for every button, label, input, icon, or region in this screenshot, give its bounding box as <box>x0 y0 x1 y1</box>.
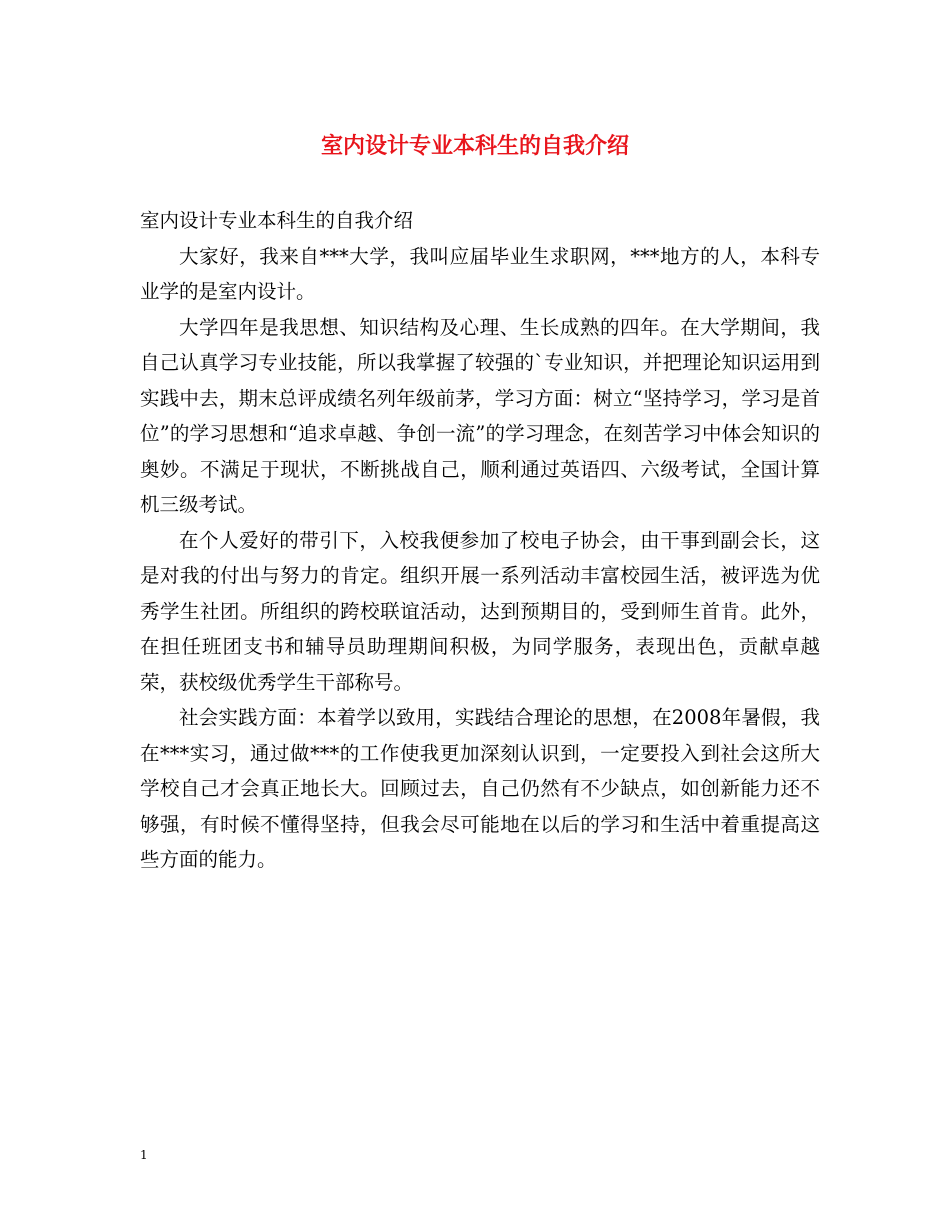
body-heading: 室内设计专业本科生的自我介绍 <box>140 209 414 232</box>
paragraph-greeting: 大家好，我来自***大学，我叫应届毕业生求职网，***地方的人，本科专业学的是室内设计。 <box>140 244 820 303</box>
paragraph-university-study: 大学四年是我思想、知识结构及心理、生长成熟的四年。在大学期间，我自己认真学习专业技能，所以我掌握了较强的`专业知识，并把理论知识运用到实践中去，期末总评成绩名列年级前茅，学习方面：树立“坚持学习，学习是首位”的学习思想和“追求卓越、争创一流”的学习理念，在刻苦学习中体会知识的奥妙。不满足于现状，不断挑战自己，顺利通过英语四、六级考试，全国计算机三级考试。 <box>140 315 820 516</box>
document-body <box>140 203 820 878</box>
page-number: 1 <box>140 1148 148 1162</box>
paragraph-social-practice: 社会实践方面：本着学以致用，实践结合理论的思想，在2008年暑假，我在***实习，通过做***的工作使我更加深刻认识到，一定要投入到社会这所大学校自己才会真正地长大。回顾过去，自己仍然有不少缺点，如创新能力还不够强，有时候不懂得坚持，但我会尽可能地在以后的学习和生活中着重提高这些方面的能力。 <box>140 706 820 871</box>
document-title: 室内设计专业本科生的自我介绍 <box>320 134 629 159</box>
paragraph-club-activities: 在个人爱好的带引下，入校我便参加了校电子协会，由干事到副会长，这是对我的付出与努力的肯定。组织开展一系列活动丰富校园生活，被评选为优秀学生社团。所组织的跨校联谊活动，达到预期目的，受到师生首肯。此外，在担任班团支书和辅导员助理期间积极，为同学服务，表现出色，贡献卓越荣，获校级优秀学生干部称号。 <box>140 528 820 694</box>
